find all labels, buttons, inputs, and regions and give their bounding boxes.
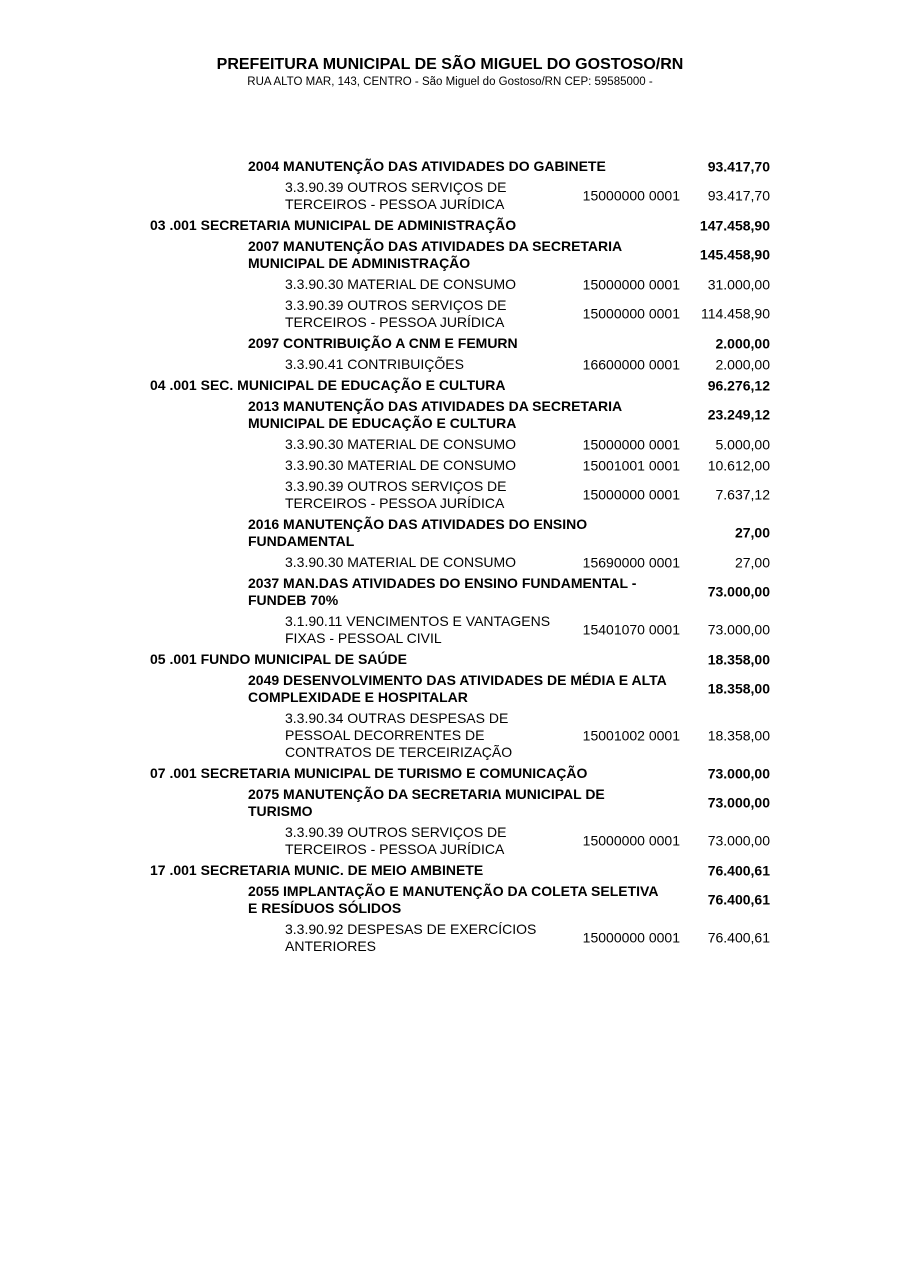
row-description: 2007 MANUTENÇÃO DAS ATIVIDADES DA SECRETARIA MUNICIPAL DE ADMINISTRAÇÃO xyxy=(248,238,622,271)
expense-element-row xyxy=(150,554,770,571)
row-description: 3.3.90.39 OUTROS SERVIÇOS DE TERCEIROS - PESSOA JURÍDICA xyxy=(285,297,507,330)
row-description: 3.3.90.30 MATERIAL DE CONSUMO xyxy=(285,554,517,570)
row-fund-code: 16600000 0001 xyxy=(582,356,680,372)
row-value: 93.417,70 xyxy=(707,187,770,204)
unit-row xyxy=(150,651,770,668)
row-description: 2049 DESENVOLVIMENTO DAS ATIVIDADES DE MÉDIA E ALTA COMPLEXIDADE E HOSPITALAR xyxy=(248,672,667,705)
row-description: 3.3.90.39 OUTROS SERVIÇOS DE TERCEIROS - PESSOA JURÍDICA xyxy=(285,824,507,857)
unit-row xyxy=(150,862,770,879)
row-fund-code: 15001001 0001 xyxy=(582,457,680,473)
row-fund-code: 15000000 0001 xyxy=(582,187,680,204)
action-row xyxy=(150,335,770,352)
action-row xyxy=(150,883,770,917)
action-row xyxy=(150,786,770,820)
row-description: 2004 MANUTENÇÃO DAS ATIVIDADES DO GABINETE xyxy=(248,158,606,174)
row-value: 76.400,61 xyxy=(707,929,770,946)
row-description: 3.1.90.11 VENCIMENTOS E VANTAGENS FIXAS - PESSOAL CIVIL xyxy=(285,613,551,646)
action-row xyxy=(150,238,770,272)
row-value: 73.000,00 xyxy=(707,794,770,811)
row-description: 2055 IMPLANTAÇÃO E MANUTENÇÃO DA COLETA SELETIVA E RESÍDUOS SÓLIDOS xyxy=(248,883,658,916)
expense-element-row xyxy=(150,478,770,512)
row-fund-code: 15001002 0001 xyxy=(582,727,680,743)
expense-element-row xyxy=(150,613,770,647)
row-value: 145.458,90 xyxy=(699,246,770,263)
row-value: 23.249,12 xyxy=(707,406,770,423)
action-row xyxy=(150,672,770,706)
row-description: 3.3.90.39 OUTROS SERVIÇOS DE TERCEIROS - PESSOA JURÍDICA xyxy=(285,179,507,212)
row-value: 10.612,00 xyxy=(707,457,770,473)
row-value: 73.000,00 xyxy=(707,832,770,849)
row-description: 2013 MANUTENÇÃO DAS ATIVIDADES DA SECRETARIA MUNICIPAL DE EDUCAÇÃO E CULTURA xyxy=(248,398,622,431)
expense-element-row xyxy=(150,824,770,858)
row-description: 04 .001 SEC. MUNICIPAL DE EDUCAÇÃO E CULTURA xyxy=(150,377,506,393)
page-subtitle: RUA ALTO MAR, 143, CENTRO - São Miguel do Gostoso/RN CEP: 59585000 - xyxy=(247,76,653,88)
row-value: 114.458,90 xyxy=(700,305,770,322)
unit-row xyxy=(150,765,770,782)
row-description: 3.3.90.92 DESPESAS DE EXERCÍCIOS ANTERIORES xyxy=(285,921,537,954)
row-fund-code: 15690000 0001 xyxy=(582,554,680,570)
row-value: 73.000,00 xyxy=(707,765,770,781)
row-fund-code: 15000000 0001 xyxy=(582,929,680,946)
row-value: 76.400,61 xyxy=(707,891,770,908)
row-description: 2097 CONTRIBUIÇÃO A CNM E FEMURN xyxy=(248,335,518,351)
row-value: 93.417,70 xyxy=(707,158,770,174)
row-fund-code: 15000000 0001 xyxy=(582,276,680,292)
row-fund-code: 15401070 0001 xyxy=(582,621,680,638)
row-value: 7.637,12 xyxy=(715,486,770,503)
action-row xyxy=(150,516,770,550)
action-row xyxy=(150,398,770,432)
row-value: 147.458,90 xyxy=(699,217,770,233)
expense-element-row xyxy=(150,276,770,293)
expense-element-row xyxy=(150,356,770,373)
row-fund-code: 15000000 0001 xyxy=(582,436,680,452)
row-fund-code: 15000000 0001 xyxy=(582,305,680,322)
row-description: 3.3.90.30 MATERIAL DE CONSUMO xyxy=(285,457,517,473)
row-description: 3.3.90.41 CONTRIBUIÇÕES xyxy=(285,356,464,372)
row-value: 73.000,00 xyxy=(707,583,770,600)
row-description: 05 .001 FUNDO MUNICIPAL DE SAÚDE xyxy=(150,651,407,667)
row-description: 17 .001 SECRETARIA MUNIC. DE MEIO AMBINETE xyxy=(150,862,484,878)
row-value: 31.000,00 xyxy=(707,276,770,292)
row-description: 2075 MANUTENÇÃO DA SECRETARIA MUNICIPAL DE TURISMO xyxy=(248,786,605,819)
row-description: 3.3.90.30 MATERIAL DE CONSUMO xyxy=(285,276,517,292)
row-fund-code: 15000000 0001 xyxy=(582,486,680,503)
row-value: 96.276,12 xyxy=(707,377,770,393)
row-value: 76.400,61 xyxy=(707,862,770,878)
expense-element-row xyxy=(150,710,770,761)
action-row xyxy=(150,158,770,175)
row-value: 27,00 xyxy=(734,524,770,541)
row-description: 2037 MAN.DAS ATIVIDADES DO ENSINO FUNDAMENTAL - FUNDEB 70% xyxy=(248,575,637,608)
row-value: 2.000,00 xyxy=(715,356,770,372)
row-fund-code: 15000000 0001 xyxy=(582,832,680,849)
action-row xyxy=(150,575,770,609)
row-value: 18.358,00 xyxy=(707,727,770,743)
row-value: 27,00 xyxy=(734,554,770,570)
document-header xyxy=(0,55,900,89)
row-description: 03 .001 SECRETARIA MUNICIPAL DE ADMINISTRAÇÃO xyxy=(150,217,517,233)
budget-table xyxy=(150,158,770,959)
unit-row xyxy=(150,377,770,394)
page-title: PREFEITURA MUNICIPAL DE SÃO MIGUEL DO GOSTOSO/RN xyxy=(216,56,684,73)
expense-element-row xyxy=(150,436,770,453)
row-value: 2.000,00 xyxy=(715,335,770,351)
expense-element-row xyxy=(150,179,770,213)
expense-element-row xyxy=(150,297,770,331)
row-description: 3.3.90.39 OUTROS SERVIÇOS DE TERCEIROS - PESSOA JURÍDICA xyxy=(285,478,507,511)
row-description: 3.3.90.30 MATERIAL DE CONSUMO xyxy=(285,436,517,452)
row-description: 3.3.90.34 OUTRAS DESPESAS DE PESSOAL DECORRENTES DE CONTRATOS DE TERCEIRIZAÇÃO xyxy=(285,710,513,760)
unit-row xyxy=(150,217,770,234)
expense-element-row xyxy=(150,457,770,474)
row-value: 18.358,00 xyxy=(707,680,770,697)
row-value: 73.000,00 xyxy=(707,621,770,638)
row-description: 07 .001 SECRETARIA MUNICIPAL DE TURISMO E COMUNICAÇÃO xyxy=(150,765,588,781)
expense-element-row xyxy=(150,921,770,955)
row-description: 2016 MANUTENÇÃO DAS ATIVIDADES DO ENSINO FUNDAMENTAL xyxy=(248,516,588,549)
row-value: 5.000,00 xyxy=(715,436,770,452)
row-value: 18.358,00 xyxy=(707,651,770,667)
